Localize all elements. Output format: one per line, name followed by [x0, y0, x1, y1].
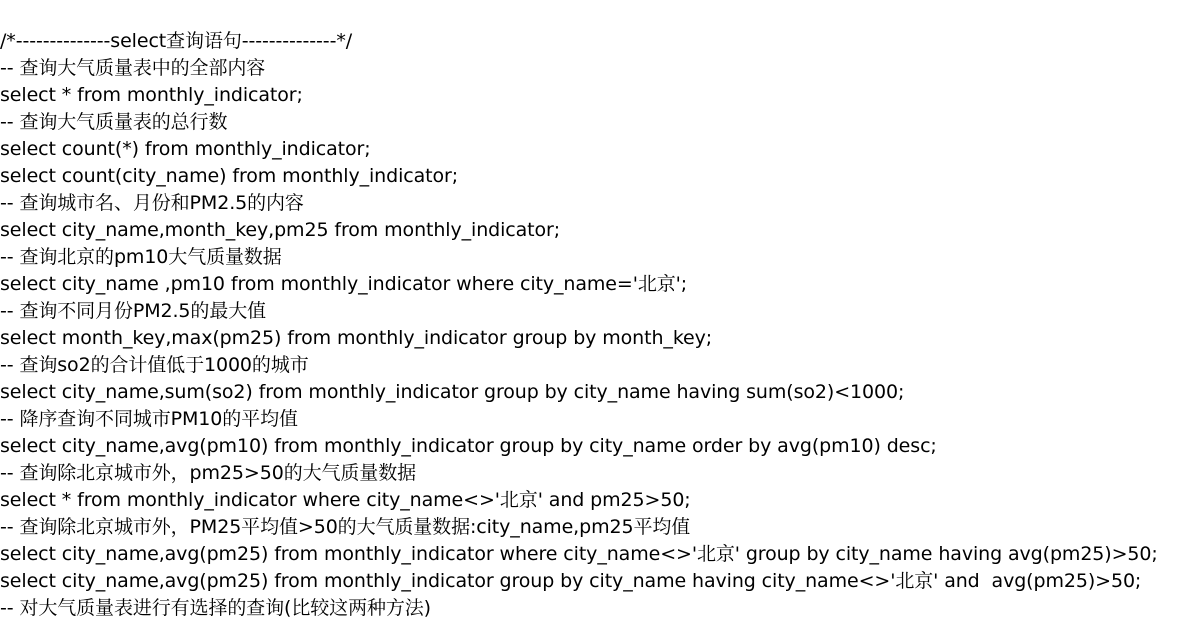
code-line: select city_name,avg(pm25) from monthly_indicator group by city_name having city_name<>'北京' and avg(pm25)>50; [0, 570, 1142, 592]
code-line: select city_name,sum(so2) from monthly_indicator group by city_name having sum(so2)<1000; [0, 381, 905, 403]
code-line: select * from monthly_indicator where city_name<>'北京' and pm25>50; [0, 489, 691, 511]
comment-line: -- 查询不同月份PM2.5的最大值 [0, 300, 267, 322]
code-line: select count(*) from monthly_indicator; [0, 138, 371, 160]
comment-line: -- 降序查询不同城市PM10的平均值 [0, 408, 298, 430]
code-line: select city_name,avg(pm25) from monthly_indicator where city_name<>'北京' group by city_name having avg(pm25)>50; [0, 543, 1158, 565]
code-line: select city_name ,pm10 from monthly_indicator where city_name='北京'; [0, 273, 688, 295]
comment-line: -- 查询城市名、月份和PM2.5的内容 [0, 192, 304, 214]
sql-document [0, 28, 1188, 622]
code-line: select * from monthly_indicator; [0, 84, 303, 106]
comment-line: -- 查询除北京城市外，pm25>50的大气质量数据 [0, 462, 416, 484]
code-line: select city_name,avg(pm10) from monthly_indicator group by city_name order by avg(pm10) desc; [0, 435, 937, 457]
comment-line: -- 查询大气质量表中的全部内容 [0, 57, 266, 79]
comment-line: -- 查询so2的合计值低于1000的城市 [0, 354, 309, 376]
comment-line: /*--------------select查询语句--------------*/ [0, 30, 353, 52]
code-line: select count(city_name) from monthly_indicator; [0, 165, 459, 187]
comment-line: -- 查询除北京城市外，PM25平均值>50的大气质量数据:city_name,pm25平均值 [0, 516, 691, 538]
comment-line: -- 对大气质量表进行有选择的查询(比较这两种方法) [0, 597, 431, 619]
comment-line: -- 查询大气质量表的总行数 [0, 111, 228, 133]
code-line: select city_name,month_key,pm25 from monthly_indicator; [0, 219, 561, 241]
comment-line: -- 查询北京的pm10大气质量数据 [0, 246, 282, 268]
code-line: select month_key,max(pm25) from monthly_indicator group by month_key; [0, 327, 713, 349]
